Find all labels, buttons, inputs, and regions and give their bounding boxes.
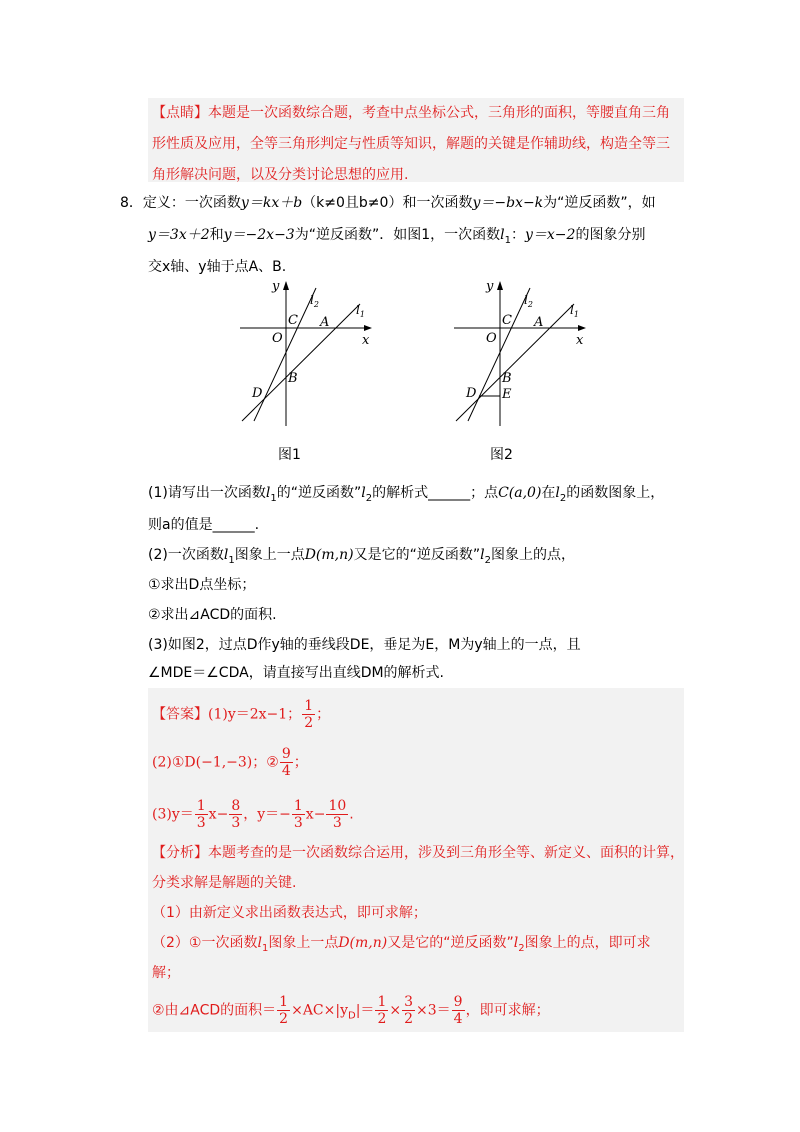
question-line-3: 交x轴、y轴于点A、B. bbox=[148, 259, 287, 275]
fig2-line-l2 bbox=[468, 288, 530, 421]
fig2-label-x: x bbox=[576, 333, 584, 348]
part2-sub-1: ①求出D点坐标； bbox=[148, 577, 256, 593]
fig1-label-l1: $l_1$ bbox=[356, 303, 365, 319]
answer-line-2: (2)①D(−1,−3)；② $\frac{9}{4}$ ； bbox=[152, 746, 308, 779]
fig2-label-E: E bbox=[502, 387, 512, 402]
fig2-label-O: O bbox=[486, 331, 497, 346]
fig2-x-arrow-icon bbox=[578, 325, 586, 331]
part1-line-2: 则a的值是______. bbox=[148, 517, 260, 533]
figure-1 bbox=[232, 276, 372, 436]
fig2-label-C: C bbox=[502, 313, 512, 328]
fig1-label-B: B bbox=[288, 371, 298, 386]
fig2-label-D: D bbox=[466, 386, 477, 401]
question-line-2: y＝3x＋2和y＝−2x−3为“逆反函数”．如图1，一次函数$l_1$：y＝x−2的图象分别 bbox=[148, 227, 646, 246]
part1-line-1: (1)请写出一次函数$l_1$的“逆反函数$”l_2$的解析式______；点C(a,0)在$l_2$的函数图象上， bbox=[148, 485, 665, 504]
dianjing-line-2: 形性质及应用，全等三角形判定与性质等知识，解题的关键是作辅助线，构造全等三 bbox=[152, 136, 670, 152]
analysis-line-4: （2）①一次函数$l_1$图象上一点D(m,n)又是它的“逆反函数$”l_2$图象上的点，即可求 bbox=[152, 935, 651, 954]
dianjing-line-3: 角形解决问题，以及分类讨论思想的应用. bbox=[152, 167, 409, 183]
fig1-label-O: O bbox=[272, 331, 283, 346]
fig2-y-arrow-icon bbox=[497, 281, 503, 290]
fig2-label-B: B bbox=[502, 371, 512, 386]
fig1-caption: 图1 bbox=[278, 447, 301, 463]
fig1-line-l1 bbox=[242, 304, 360, 421]
part2-line-1: (2)一次函数$l_1$图象上一点D(m,n)又是它的“逆反函数$”l_2$图象上的点， bbox=[148, 547, 575, 566]
dianjing-box bbox=[148, 98, 684, 182]
fig1-y-arrow-icon bbox=[283, 281, 289, 290]
fig2-label-A: A bbox=[534, 315, 544, 330]
fig1-label-C: C bbox=[288, 313, 298, 328]
part2-sub-2: ②求出⊿ACD的面积. bbox=[148, 607, 277, 623]
dianjing-line-1: 【点睛】本题是一次函数综合题，考查中点坐标公式，三角形的面积，等腰直角三角 bbox=[152, 105, 670, 121]
fig1-label-x: x bbox=[362, 333, 370, 348]
part3-line-1: (3)如图2，过点D作y轴的垂线段DE，垂足为E，M为y轴上的一点，且 bbox=[148, 637, 581, 653]
fig2-label-y: y bbox=[486, 279, 494, 294]
fig2-caption: 图2 bbox=[490, 447, 513, 463]
analysis-line-5: 解； bbox=[152, 965, 180, 981]
analysis-line-3: （1）由新定义求出函数表达式，即可求解； bbox=[152, 905, 427, 921]
figure-2 bbox=[446, 276, 586, 436]
question-line-1: 8．定义：一次函数y＝kx＋b（k≠0且b≠0）和一次函数y＝−bx−k为“逆反函数”，如 bbox=[120, 195, 656, 211]
fig1-label-l2: $l_2$ bbox=[310, 293, 319, 309]
analysis-line-1: 【分析】本题考查的是一次函数综合运用，涉及到三角形全等、新定义、面积的计算， bbox=[152, 845, 684, 861]
answer-line-1: 【答案】(1)y＝2x−1； $\frac{1}{2}$ ； bbox=[152, 698, 331, 731]
fig1-line-l2 bbox=[254, 288, 316, 421]
analysis-line-2: 分类求解是解题的关键. bbox=[152, 875, 297, 891]
fig2-label-l2: $l_2$ bbox=[524, 293, 533, 309]
analysis-line-6: ②由⊿ACD的面积＝ $\frac{1}{2}$ $\times AC\times|y_D|=$ $\frac{1}{2}$ × $\frac{3}{2}$ ×3＝ $\frac{9}{4}$ ，即可求解； bbox=[152, 994, 550, 1027]
answer-line-3: (3)y＝ $\frac{1}{3}$ x− $\frac{8}{3}$ ，y＝− $\frac{1}{3}$ x− $\frac{10}{3}$ . bbox=[152, 798, 354, 831]
fig1-x-arrow-icon bbox=[364, 325, 372, 331]
part3-line-2: ∠MDE＝∠CDA，请直接写出直线DM的解析式. bbox=[148, 665, 445, 681]
fig2-line-l1 bbox=[456, 304, 574, 421]
fig1-label-y: y bbox=[272, 279, 280, 294]
fig1-label-A: A bbox=[320, 315, 330, 330]
fig2-label-l1: $l_1$ bbox=[570, 303, 579, 319]
fig1-label-D: D bbox=[252, 386, 263, 401]
